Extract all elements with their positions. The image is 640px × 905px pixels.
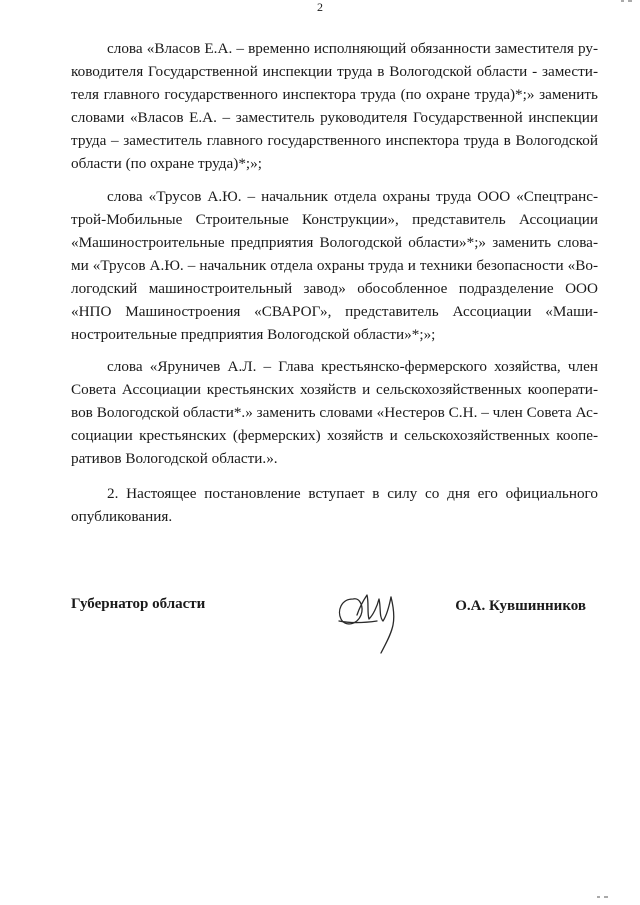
bottom-right-scan-mark: [596, 895, 610, 899]
document-body: [71, 37, 598, 538]
signature-block: [71, 591, 598, 661]
top-right-scan-mark: [620, 0, 634, 3]
page-number: 2: [317, 0, 323, 14]
paragraph-yarunichev-amendment: слова «Яруничев А.Л. – Глава крестьянско-фермерского хозяйства, член Совета Ассоциации крестьянских хозяйств и сельскохозяйственных кооперативов Вологодской области*.» заменить словами «Нестеров С.Н. – член Совета Ассоциации крестьянских (фермерских) хозяйств и сельскохозяйственных кооперативов Вологодской области.».: [71, 358, 598, 467]
signatory-name: О.А. Кувшинников: [455, 598, 586, 614]
signatory-title: Губернатор области: [71, 596, 206, 612]
paragraph-vlasov-amendment: слова «Власов Е.А. – временно исполняющий обязанности заместителя руководителя Государственной инспекции труда в Вологодской области - заместителя главного государственного инспектора труда (по охране труда)*;» заменить словами «Власов Е.А. – заместитель руководителя Государственной инспекции труда – заместитель главного государственного инспектора труда в Вологодской области (по охране труда)*;»;: [71, 40, 598, 172]
handwritten-signature: [333, 585, 413, 657]
paragraph-effective-date: 2. Настоящее постановление вступает в силу со дня его официального опубликования.: [71, 485, 598, 525]
paragraph-trusov-amendment: слова «Трусов А.Ю. – начальник отдела охраны труда ООО «Спецтранстрой-Мобильные Строительные Конструкции», представитель Ассоциации «Машиностроительные предприятия Вологодской области»*;» заменить словами «Трусов А.Ю. – начальник отдела охраны труда и техники безопасности «Вологодский машиностроительный завод» обособленное подразделение ООО «НПО Машиностроения «СВАРОГ», представитель Ассоциации «Машиностроительные предприятия Вологодской области»*;»;: [71, 188, 598, 343]
